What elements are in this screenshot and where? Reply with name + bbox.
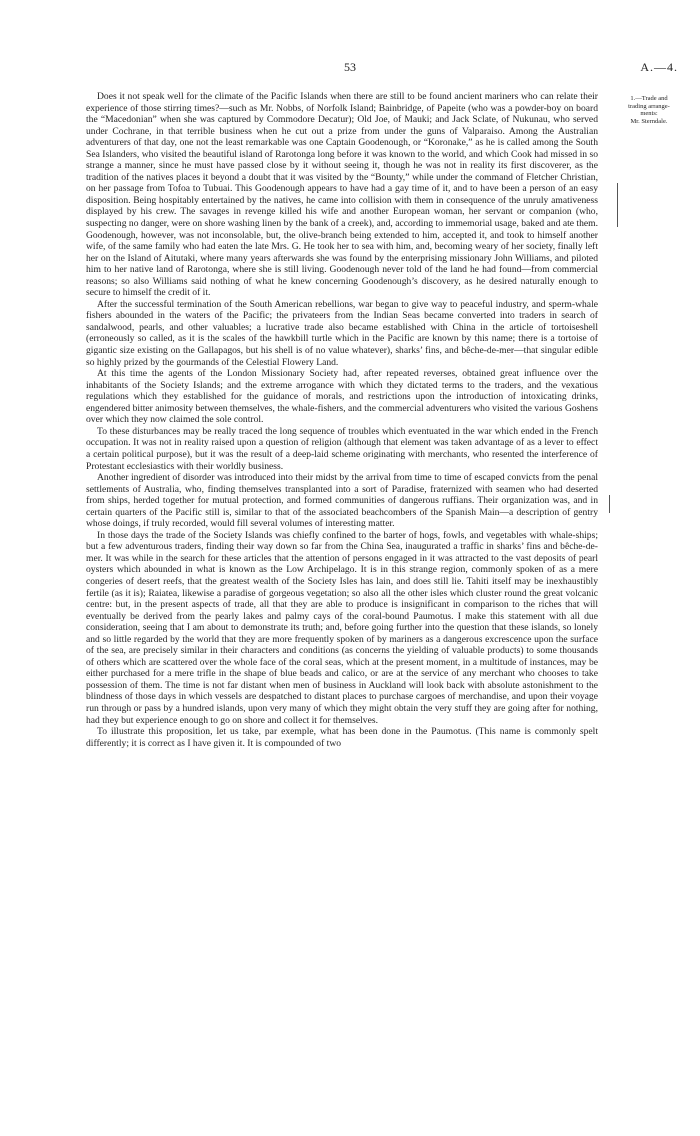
body-text (86, 91, 598, 749)
margin-note-line: 1.—Trade and (630, 95, 668, 102)
margin-note-line: ments: (640, 110, 658, 117)
paragraph: Does it not speak well for the climate of the Pacific Islands when there are still to be found ancient mariners who can relate their experience of those stirring times?—such as Mr. Nobbs, of Norfolk Island; Bainbridge, of Papeite (who was a powder-boy on board the “Macedonian” when she was captured by Commodore Decatur); Old Joe, of Mauki; and Jack Sclate, of Nukunau, who served under Cochrane, in that terrible business when he cut out a prize from under the guns of Valparaiso. Among the Australian adventurers of that day, one not the least remarkable was one Captain Goodenough, or “Koronake,” as he is called among the South Sea Islanders, who visited the beautiful island of Rarotonga long before it was known to the world, and which Cook had missed in so strange a manner, since he must have passed close by it without seeing it, though he was not in reality its first discoverer, as the tradition of the natives places it beyond a doubt that it was visited by the “Bounty,” while under the command of Fletcher Christian, on her passage from Tofoa to Tubuai. This Goodenough appears to have had a gay time of it, and to have been a person of an easy disposition. Being hospitably entertained by the natives, he came into collision with them in consequence of the unruly amativeness displayed by his crew. The savages in revenge killed his wife and another European woman, her servant or companion (who, suspecting no danger, were on shore washing linen by the bank of a creek), and, according to immemorial usage, baked and ate them. Goodenough, however, was not inconsolable, but, the olive-branch being extended to him, accepted it, and took to himself another wife, of the same family who had eaten the late Mrs. G. He took her to sea with him, and, becoming weary of her society, finally left her on the Island of Aitutaki, where many years afterwards she was found by the enterprising missionary John Williams, and piloted him to her native land of Rarotonga, where she is still living. Goodenough never told of the land he had found—from commercial reasons; so also Williams said nothing of what he knew concerning Goodenough’s discovery, as he desired naturally enough to secure to himself the credit of it. (86, 91, 598, 299)
paragraph: To illustrate this proposition, let us take, par exemple, what has been done in the Paumotus. (This name is commonly spelt differently; it is correct as I have given it. It is compounded of two (86, 726, 598, 749)
margin-note-line: trading arrange- (628, 102, 670, 110)
paragraph: In those days the trade of the Society Islands was chiefly confined to the barter of hogs, fowls, and vegetables with whale-ships; but a few adventurous traders, finding their way down so far from the China Sea, inaugurated a traffic in sharks’ fins and bêche-de-mer. It was while in the search for these articles that the attention of persons engaged in it was attracted to the vast deposits of pearl oysters which abounded in what is known as the Low Archipelago. It is in this strange region, commonly spoken of as a mere congeries of desert reefs, that the greatest wealth of the Society Isles has lain, and does still lie. Tahiti itself may be inexhaustibly fertile (as it is); Raiatea, likewise a paradise of gorgeous vegetation; so also all the other isles which cluster round the great volcanic centre: but, in the present aspects of trade, all that they are able to produce is insignificant in comparison to the riches that will eventually be derived from the pearly lakes and palmy cays of the coral-bound Paumotus. I make this statement with all due consideration, seeing that I am about to demonstrate its truth; and, before going further into the question that these islands, so lonely and so little regarded by the world that they are more frequently spoken of by mariners as a dangerous excrescence upon the surface of the sea, are precisely similar in their characters and conditions (as concerns the yielding of valuable products) to some thousands of others which are scattered over the whole face of the coral seas, which at the present moment, in a multitude of instances, may be either purchased for a mere trifle in the shape of blue beads and calico, or are at the service of any merchant who chooses to take possession of them. The time is not far distant when men of business in Auckland will look back with absolute astonishment to the blindness of those days in which vessels are despatched to distant places to purchase cargoes of merchandise, and upon their voyage run through or pass by a hundred islands, upon very many of which they might obtain the very stuff they are going after for nothing, had they but experience enough to go on shore and collect it for themselves. (86, 529, 598, 726)
margin-note-line: Mr. Sterndale. (630, 117, 668, 125)
paragraph: After the successful termination of the South American rebellions, war began to give way to peaceful industry, and sperm-whale fishers abounded in the waters of the Pacific; the privateers from the Indian Seas became converted into traders in search of sandalwood, pearls, and other valuables; a lucrative trade also became established with China in the article of tortoiseshell (erroneously so called, as it is the scales of the hawkbill turtle which in the Pacific are known by this name; there is a tortoise of gigantic size existing on the Gallapagos, but his shell is of no value whatever), sharks’ fins, and bêche-de-mer—that singular edible so highly prized by the gourmands of the Celestial Flowery Land. (86, 298, 598, 368)
pencil-mark (617, 183, 618, 227)
margin-note (604, 95, 694, 125)
document-reference: A.—4. (640, 60, 678, 74)
paragraph: To these disturbances may be really traced the long sequence of troubles which eventuated in the war which ended in the French occupation. It was not in reality raised upon a question of religion (although that element was taken advantage of as a lever to effect a certain political purpose), but it was the result of a deep-laid scheme originating with merchants, who resented the interference of Protestant ecclesiastics with their worldly business. (86, 425, 598, 472)
paragraph: Another ingredient of disorder was introduced into their midst by the arrival from time to time of escaped convicts from the penal settlements of Australia, who, finding themselves transplanted into a sort of Paradise, fraternized with seamen who had deserted from ships, herded together for mutual protection, and formed communities of dangerous ruffians. Their organization was, and in certain quarters of the Pacific still is, similar to that of the associated beachcombers of the Spanish Main—a description of gentry whose doings, if truly recorded, would fill several volumes of interesting matter. (86, 472, 598, 530)
page-number: 53 (344, 60, 356, 74)
pencil-mark (609, 495, 610, 513)
paragraph: At this time the agents of the London Missionary Society had, after repeated reverses, obtained great influence over the inhabitants of the Society Islands; and the extreme arrogance with which they dictated terms to the traders, and the vexatious regulations which they established for the guidance of morals, and restrictions upon the introduction of intoxicating drinks, engendered bitter animosity between themselves, the whale-fishers, and the commercial adventurers who visited the various Goshens over which they now claimed the sole control. (86, 368, 598, 426)
